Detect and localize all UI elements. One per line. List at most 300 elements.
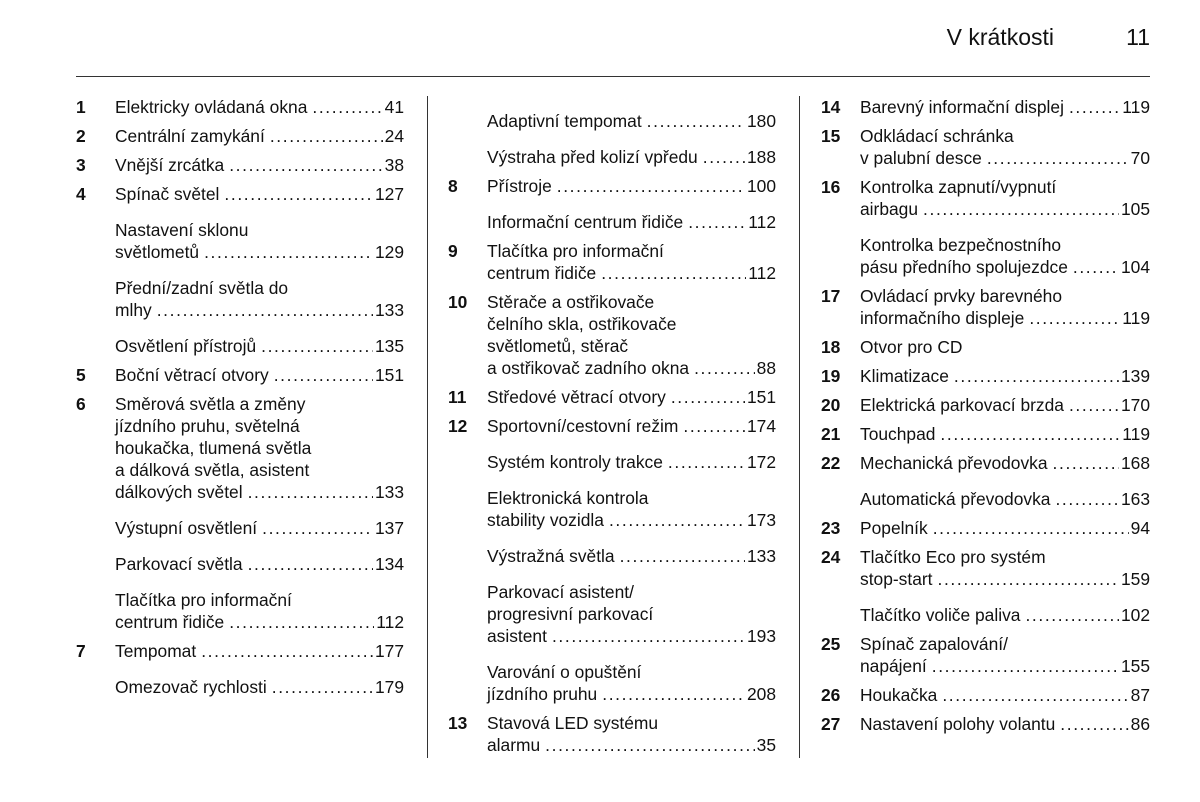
- entry-body: [860, 96, 1150, 118]
- entry-body: [860, 684, 1150, 706]
- entry-number: 10: [448, 292, 468, 312]
- index-entry: [821, 125, 1150, 169]
- page-reference[interactable]: 174: [746, 416, 776, 436]
- page-reference[interactable]: 137: [374, 518, 404, 538]
- entry-text-line: Ovládací prvky barevného: [860, 286, 1063, 306]
- dot-leader: [261, 335, 373, 357]
- entry-text-line: Spínač zapalování/: [860, 634, 1008, 654]
- index-entry: [448, 487, 776, 531]
- page-reference[interactable]: 135: [374, 336, 404, 356]
- entry-text-line: Klimatizace: [860, 366, 949, 386]
- entry-text-line: Touchpad: [860, 424, 936, 444]
- dot-leader: [229, 611, 374, 633]
- page-reference[interactable]: 133: [374, 482, 404, 502]
- entry-text-line: informačního displeje: [860, 308, 1025, 328]
- entry-last-line: [860, 198, 1150, 220]
- entry-body: [487, 110, 776, 132]
- index-entry: [448, 545, 776, 567]
- index-entry: [821, 394, 1150, 416]
- index-entry: [821, 633, 1150, 677]
- page-reference[interactable]: 133: [374, 300, 404, 320]
- dot-leader: [688, 211, 746, 233]
- entry-body: [860, 423, 1150, 445]
- entry-number: 4: [76, 184, 86, 204]
- entry-last-line: [487, 625, 776, 647]
- index-entry: [821, 234, 1150, 278]
- entry-last-line: [487, 683, 776, 705]
- index-entry: [821, 517, 1150, 539]
- entry-body: [487, 545, 776, 567]
- index-entry: [76, 589, 404, 633]
- page-reference[interactable]: 151: [374, 365, 404, 385]
- dot-leader: [1025, 604, 1119, 626]
- entry-last-line: [487, 211, 776, 233]
- dot-leader: [954, 365, 1119, 387]
- entry-text-line: Výstupní osvětlení: [115, 518, 258, 538]
- entry-number: 14: [821, 97, 841, 117]
- page-reference[interactable]: 172: [746, 452, 776, 472]
- entry-body: [115, 183, 404, 205]
- entry-last-line: [860, 336, 1150, 358]
- entry-last-line: [487, 415, 776, 437]
- page-reference[interactable]: 193: [746, 626, 776, 646]
- index-entry: [76, 517, 404, 539]
- entry-text-line: Otvor pro CD: [860, 337, 963, 357]
- entry-text-line: Přístroje: [487, 176, 552, 196]
- entry-text-line: Omezovač rychlosti: [115, 677, 267, 697]
- entry-number: 17: [821, 286, 841, 306]
- entry-text-line: Adaptivní tempomat: [487, 111, 642, 131]
- index-entry: [821, 713, 1150, 735]
- index-entry: [821, 452, 1150, 474]
- index-entry: [448, 415, 776, 437]
- entry-text-line: Stěrače a ostřikovače: [487, 292, 655, 312]
- entry-number: 19: [821, 366, 841, 386]
- dot-leader: [620, 545, 745, 567]
- dot-leader: [201, 640, 373, 662]
- entry-number: 1: [76, 97, 86, 117]
- entry-text-line: Tlačítko Eco pro systém: [860, 547, 1046, 567]
- entry-text-line: Spínač světel: [115, 184, 220, 204]
- page-reference[interactable]: 104: [1120, 257, 1150, 277]
- index-entry: [821, 546, 1150, 590]
- page-reference[interactable]: 133: [746, 546, 776, 566]
- entry-body: [115, 335, 404, 357]
- entry-number: 23: [821, 518, 841, 538]
- entry-text-line: Přední/zadní světla do: [115, 278, 289, 298]
- dot-leader: [224, 183, 373, 205]
- dot-leader: [1073, 256, 1119, 278]
- entry-last-line: [487, 545, 776, 567]
- index-entry: [448, 712, 776, 756]
- entry-text-line: progresivní parkovací: [487, 604, 654, 624]
- dot-leader: [1060, 713, 1128, 735]
- entry-text-line: světlometů, stěrač: [487, 336, 629, 356]
- index-entry: [821, 365, 1150, 387]
- page-reference[interactable]: 105: [1120, 199, 1150, 219]
- index-entry: [76, 125, 404, 147]
- entry-last-line: [860, 488, 1150, 510]
- entry-last-line: [115, 96, 404, 118]
- index-column-2: [448, 96, 776, 763]
- page-reference[interactable]: 129: [374, 242, 404, 262]
- entry-text-line: pásu předního spolujezdce: [860, 257, 1068, 277]
- index-column-3: [821, 96, 1150, 742]
- page-reference[interactable]: 38: [384, 155, 404, 175]
- index-entry: [76, 393, 404, 503]
- entry-last-line: [860, 423, 1150, 445]
- dot-leader: [272, 676, 373, 698]
- entry-body: [860, 285, 1150, 329]
- index-entry: [76, 277, 404, 321]
- page-reference[interactable]: 70: [1130, 148, 1150, 168]
- entry-text-line: mlhy: [115, 300, 152, 320]
- page-reference[interactable]: 94: [1130, 518, 1150, 538]
- entry-body: [860, 452, 1150, 474]
- entry-last-line: [860, 452, 1150, 474]
- entry-text-line: asistent: [487, 626, 547, 646]
- entry-text-line: jízdního pruhu: [487, 684, 598, 704]
- entry-text-line: Tlačítka pro informační: [487, 241, 664, 261]
- page-reference[interactable]: 112: [748, 263, 776, 283]
- entry-last-line: [860, 568, 1150, 590]
- entry-last-line: [860, 365, 1150, 387]
- entry-body: [115, 96, 404, 118]
- entry-text-line: a dálková světla, asistent: [115, 460, 310, 480]
- entry-text-line: dálkových světel: [115, 482, 243, 502]
- entry-number: 9: [448, 241, 458, 261]
- page-reference[interactable]: 177: [374, 641, 404, 661]
- index-entry: [448, 386, 776, 408]
- index-entry: [76, 335, 404, 357]
- index-entry: [821, 96, 1150, 118]
- entry-body: [115, 125, 404, 147]
- page-number: 11: [1126, 24, 1150, 50]
- entry-body: [860, 517, 1150, 539]
- entry-text-line: Tlačítko voliče paliva: [860, 605, 1021, 625]
- entry-body: [115, 393, 404, 503]
- entry-last-line: [115, 517, 404, 539]
- index-entry: [448, 291, 776, 379]
- page-reference[interactable]: 179: [374, 677, 404, 697]
- entry-body: [115, 517, 404, 539]
- entry-text-line: napájení: [860, 656, 927, 676]
- entry-text-line: čelního skla, ostřikovače: [487, 314, 677, 334]
- entry-text-line: Houkačka: [860, 685, 938, 705]
- entry-number: 24: [821, 547, 841, 567]
- entry-body: [487, 386, 776, 408]
- dot-leader: [703, 146, 745, 168]
- entry-text-line: centrum řidiče: [115, 612, 225, 632]
- page-reference[interactable]: 159: [1120, 569, 1150, 589]
- entry-text-line: Tlačítka pro informační: [115, 590, 292, 610]
- entry-text-line: Středové větrací otvory: [487, 387, 666, 407]
- dot-leader: [157, 299, 373, 321]
- page-reference[interactable]: 88: [756, 358, 776, 378]
- entry-text-line: Parkovací asistent/: [487, 582, 634, 602]
- entry-text-line: Varování o opuštění: [487, 662, 642, 682]
- entry-text-line: Centrální zamykání: [115, 126, 265, 146]
- page-reference[interactable]: 170: [1120, 395, 1150, 415]
- entry-last-line: [487, 357, 776, 379]
- index-entry: [448, 175, 776, 197]
- entry-body: [115, 553, 404, 575]
- entry-last-line: [860, 256, 1150, 278]
- dot-leader: [647, 110, 745, 132]
- dot-leader: [609, 509, 745, 531]
- dot-leader: [942, 684, 1128, 706]
- dot-leader: [683, 415, 745, 437]
- entry-text-line: Tempomat: [115, 641, 197, 661]
- index-entry: [76, 640, 404, 662]
- index-entry: [821, 336, 1150, 358]
- dot-leader: [248, 553, 373, 575]
- entry-body: [115, 364, 404, 386]
- entry-body: [115, 640, 404, 662]
- entry-number: 22: [821, 453, 841, 473]
- index-entry: [821, 684, 1150, 706]
- entry-body: [487, 146, 776, 168]
- entry-text-line: Kontrolka zapnutí/vypnutí: [860, 177, 1057, 197]
- entry-text-line: centrum řidiče: [487, 263, 597, 283]
- entry-text-line: v palubní desce: [860, 148, 982, 168]
- header-rule: [76, 76, 1150, 77]
- entry-body: [115, 219, 404, 263]
- entry-text-line: Boční větrací otvory: [115, 365, 269, 385]
- entry-body: [860, 365, 1150, 387]
- entry-last-line: [487, 451, 776, 473]
- entry-text-line: Elektricky ovládaná okna: [115, 97, 308, 117]
- entry-body: [115, 589, 404, 633]
- entry-text-line: alarmu: [487, 735, 541, 755]
- dot-leader: [940, 423, 1120, 445]
- index-entry: [448, 581, 776, 647]
- entry-number: 12: [448, 416, 468, 436]
- entry-number: 3: [76, 155, 86, 175]
- entry-text-line: Stavová LED systému: [487, 713, 659, 733]
- page-reference[interactable]: 112: [376, 612, 404, 632]
- page-reference[interactable]: 119: [1122, 97, 1150, 117]
- entry-number: 25: [821, 634, 841, 654]
- entry-body: [860, 633, 1150, 677]
- entry-text-line: airbagu: [860, 199, 919, 219]
- page-reference[interactable]: 188: [746, 147, 776, 167]
- index-entry: [821, 285, 1150, 329]
- entry-text-line: Kontrolka bezpečnostního: [860, 235, 1062, 255]
- entry-last-line: [115, 125, 404, 147]
- entry-last-line: [115, 676, 404, 698]
- index-entry: [76, 676, 404, 698]
- entry-last-line: [115, 611, 404, 633]
- entry-body: [487, 487, 776, 531]
- entry-last-line: [860, 394, 1150, 416]
- entry-last-line: [487, 734, 776, 756]
- dot-leader: [204, 241, 373, 263]
- entry-body: [860, 488, 1150, 510]
- page-reference[interactable]: 134: [374, 554, 404, 574]
- section-title: V krátkosti: [946, 24, 1054, 50]
- dot-leader: [1029, 307, 1120, 329]
- entry-number: 8: [448, 176, 458, 196]
- entry-last-line: [487, 386, 776, 408]
- entry-last-line: [115, 335, 404, 357]
- entry-last-line: [860, 147, 1150, 169]
- entry-last-line: [860, 96, 1150, 118]
- entry-body: [860, 604, 1150, 626]
- page-reference[interactable]: 168: [1120, 453, 1150, 473]
- entry-text-line: Nastavení polohy volantu: [860, 714, 1056, 734]
- entry-body: [860, 234, 1150, 278]
- index-entry: [76, 553, 404, 575]
- dot-leader: [545, 734, 754, 756]
- entry-number: 27: [821, 714, 841, 734]
- entry-text-line: Vnější zrcátka: [115, 155, 225, 175]
- page-reference[interactable]: 180: [746, 111, 776, 131]
- index-entry: [821, 176, 1150, 220]
- entry-body: [860, 713, 1150, 735]
- page-reference[interactable]: 24: [384, 126, 404, 146]
- index-column-1: [76, 96, 404, 705]
- entry-text-line: stability vozidla: [487, 510, 604, 530]
- entry-body: [487, 415, 776, 437]
- entry-last-line: [860, 684, 1150, 706]
- page-reference[interactable]: 41: [384, 97, 404, 117]
- dot-leader: [312, 96, 382, 118]
- dot-leader: [1069, 394, 1119, 416]
- entry-body: [115, 676, 404, 698]
- page-reference[interactable]: 87: [1130, 685, 1150, 705]
- index-entry: [76, 219, 404, 263]
- page-reference[interactable]: 127: [374, 184, 404, 204]
- entry-text-line: a ostřikovač zadního okna: [487, 358, 690, 378]
- dot-leader: [1055, 488, 1119, 510]
- page-reference[interactable]: 35: [756, 735, 776, 755]
- entry-last-line: [115, 553, 404, 575]
- entry-text-line: Systém kontroly trakce: [487, 452, 663, 472]
- index-entry: [448, 146, 776, 168]
- index-entry: [76, 154, 404, 176]
- dot-leader: [1053, 452, 1119, 474]
- page-reference[interactable]: 86: [1130, 714, 1150, 734]
- entry-text-line: jízdního pruhu, světelná: [115, 416, 300, 436]
- entry-body: [860, 336, 1150, 358]
- entry-number: 21: [821, 424, 841, 444]
- entry-number: 13: [448, 713, 468, 733]
- page-reference[interactable]: 119: [1122, 308, 1150, 328]
- entry-last-line: [860, 517, 1150, 539]
- index-entry: [76, 183, 404, 205]
- entry-text-line: Parkovací světla: [115, 554, 243, 574]
- entry-text-line: Informační centrum řidiče: [487, 212, 684, 232]
- entry-body: [487, 451, 776, 473]
- entry-text-line: stop-start: [860, 569, 933, 589]
- entry-number: 6: [76, 394, 86, 414]
- entry-last-line: [115, 481, 404, 503]
- page-reference[interactable]: 139: [1120, 366, 1150, 386]
- entry-body: [860, 546, 1150, 590]
- entry-number: 2: [76, 126, 86, 146]
- entry-text-line: Výstražná světla: [487, 546, 615, 566]
- entry-number: 26: [821, 685, 841, 705]
- dot-leader: [937, 568, 1119, 590]
- page-reference[interactable]: 208: [746, 684, 776, 704]
- dot-leader: [270, 125, 383, 147]
- page-reference[interactable]: 163: [1120, 489, 1150, 509]
- dot-leader: [557, 175, 745, 197]
- dot-leader: [274, 364, 373, 386]
- entry-body: [487, 661, 776, 705]
- entry-text-line: houkačka, tlumená světla: [115, 438, 312, 458]
- dot-leader: [668, 451, 745, 473]
- entry-last-line: [115, 183, 404, 205]
- dot-leader: [923, 198, 1119, 220]
- entry-body: [487, 175, 776, 197]
- entry-text-line: Osvětlení přístrojů: [115, 336, 257, 356]
- entry-last-line: [860, 604, 1150, 626]
- index-entry: [448, 211, 776, 233]
- entry-text-line: Směrová světla a změny: [115, 394, 306, 414]
- dot-leader: [933, 517, 1129, 539]
- page-reference[interactable]: 100: [746, 176, 776, 196]
- column-divider-1: [427, 96, 428, 758]
- entry-number: 16: [821, 177, 841, 197]
- entry-last-line: [860, 713, 1150, 735]
- entry-number: 5: [76, 365, 86, 385]
- entry-number: 11: [448, 387, 467, 407]
- entry-text-line: Elektronická kontrola: [487, 488, 649, 508]
- dot-leader: [671, 386, 745, 408]
- entry-last-line: [115, 640, 404, 662]
- page-reference[interactable]: 119: [1122, 424, 1150, 444]
- page-reference[interactable]: 102: [1120, 605, 1150, 625]
- dot-leader: [248, 481, 373, 503]
- index-entry: [448, 661, 776, 705]
- dot-leader: [694, 357, 755, 379]
- entry-last-line: [115, 154, 404, 176]
- entry-text-line: Barevný informační displej: [860, 97, 1064, 117]
- index-entry: [821, 488, 1150, 510]
- entry-text-line: Mechanická převodovka: [860, 453, 1048, 473]
- dot-leader: [1069, 96, 1120, 118]
- entry-body: [487, 712, 776, 756]
- entry-body: [487, 581, 776, 647]
- entry-body: [115, 154, 404, 176]
- entry-text-line: Elektrická parkovací brzda: [860, 395, 1064, 415]
- page-reference[interactable]: 151: [746, 387, 776, 407]
- entry-text-line: Nastavení sklonu: [115, 220, 249, 240]
- column-divider-2: [799, 96, 800, 758]
- entry-last-line: [115, 299, 404, 321]
- entry-number: 7: [76, 641, 86, 661]
- entry-last-line: [487, 146, 776, 168]
- entry-text-line: Popelník: [860, 518, 928, 538]
- dot-leader: [601, 262, 746, 284]
- entry-last-line: [487, 110, 776, 132]
- entry-last-line: [487, 509, 776, 531]
- entry-last-line: [860, 307, 1150, 329]
- page-reference[interactable]: 173: [746, 510, 776, 530]
- page-reference[interactable]: 155: [1120, 656, 1150, 676]
- page-reference[interactable]: 112: [748, 212, 776, 232]
- entry-number: 20: [821, 395, 841, 415]
- dot-leader: [229, 154, 382, 176]
- index-entry: [821, 604, 1150, 626]
- entry-text-line: Výstraha před kolizí vpředu: [487, 147, 698, 167]
- entry-last-line: [487, 262, 776, 284]
- entry-number: 15: [821, 126, 841, 146]
- entry-body: [860, 176, 1150, 220]
- entry-last-line: [115, 241, 404, 263]
